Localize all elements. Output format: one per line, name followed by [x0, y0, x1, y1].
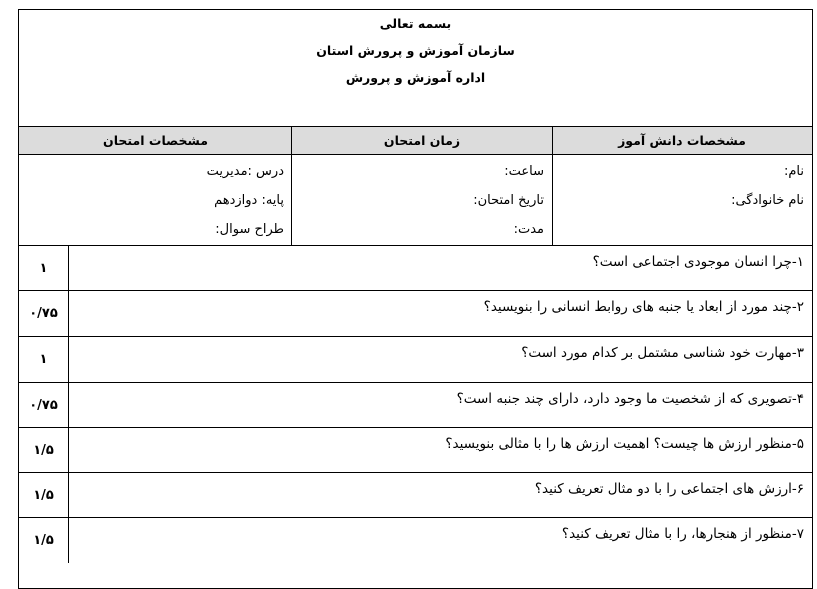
student-name-label: نام:	[783, 164, 804, 179]
question-score: ۰/۷۵	[19, 383, 69, 428]
question-row-5	[19, 427, 812, 472]
column-exam-time: زمان امتحان	[383, 133, 461, 148]
question-row-2	[19, 290, 812, 335]
question-text: ۲-چند مورد از ابعاد یا جنبه های روابط انسانی را بنویسید؟	[483, 299, 804, 315]
header-line-3: اداره آموزش و پرورش	[345, 70, 486, 85]
question-text: ۴-تصویری که از شخصیت ما وجود دارد، دارای چند جنبه است؟	[456, 391, 804, 407]
question-score: ۱/۵	[19, 473, 69, 518]
column-student-info: مشخصات دانش آموز	[618, 133, 746, 148]
exam-duration-label: مدت:	[513, 222, 544, 237]
exam-designer-label: طراح سوال:	[215, 222, 284, 237]
exam-sheet	[18, 9, 813, 589]
divider	[552, 126, 553, 245]
question-score: ۰/۷۵	[19, 291, 69, 336]
question-row-3	[19, 336, 812, 381]
info-header-band	[19, 126, 812, 155]
question-score: ۱	[19, 246, 69, 291]
question-score: ۱/۵	[19, 518, 69, 563]
divider	[291, 126, 292, 245]
header-line-2: سازمان آموزش و پرورش استان	[316, 43, 515, 58]
exam-subject-label: درس :مدیریت	[206, 164, 284, 179]
question-text: ۳-مهارت خود شناسی مشتمل بر کدام مورد است؟	[521, 345, 804, 361]
question-row-1	[19, 245, 812, 290]
question-text: ۵-منظور ارزش ها چیست؟ اهمیت ارزش ها را با مثالی بنویسید؟	[445, 436, 804, 452]
header-line-1: بسمه تعالی	[379, 16, 452, 31]
exam-date-label: تاریخ امتحان:	[473, 193, 544, 208]
question-row-6	[19, 472, 812, 517]
question-row-7	[19, 517, 812, 562]
question-text: ۱-چرا انسان موجودی اجتماعی است؟	[592, 254, 804, 270]
question-score: ۱	[19, 337, 69, 382]
question-row-4	[19, 382, 812, 427]
exam-header	[19, 10, 812, 126]
question-score: ۱/۵	[19, 428, 69, 473]
column-exam-info: مشخصات امتحان	[103, 133, 208, 148]
question-text: ۷-منظور از هنجارها، را با مثال تعریف کنید؟	[561, 526, 804, 542]
exam-hour-label: ساعت:	[504, 164, 544, 179]
student-family-label: نام خانوادگی:	[731, 193, 804, 208]
exam-grade-label: پایه: دوازدهم	[214, 193, 284, 208]
question-text: ۶-ارزش های اجتماعی را با دو مثال تعریف کنید؟	[534, 481, 804, 497]
